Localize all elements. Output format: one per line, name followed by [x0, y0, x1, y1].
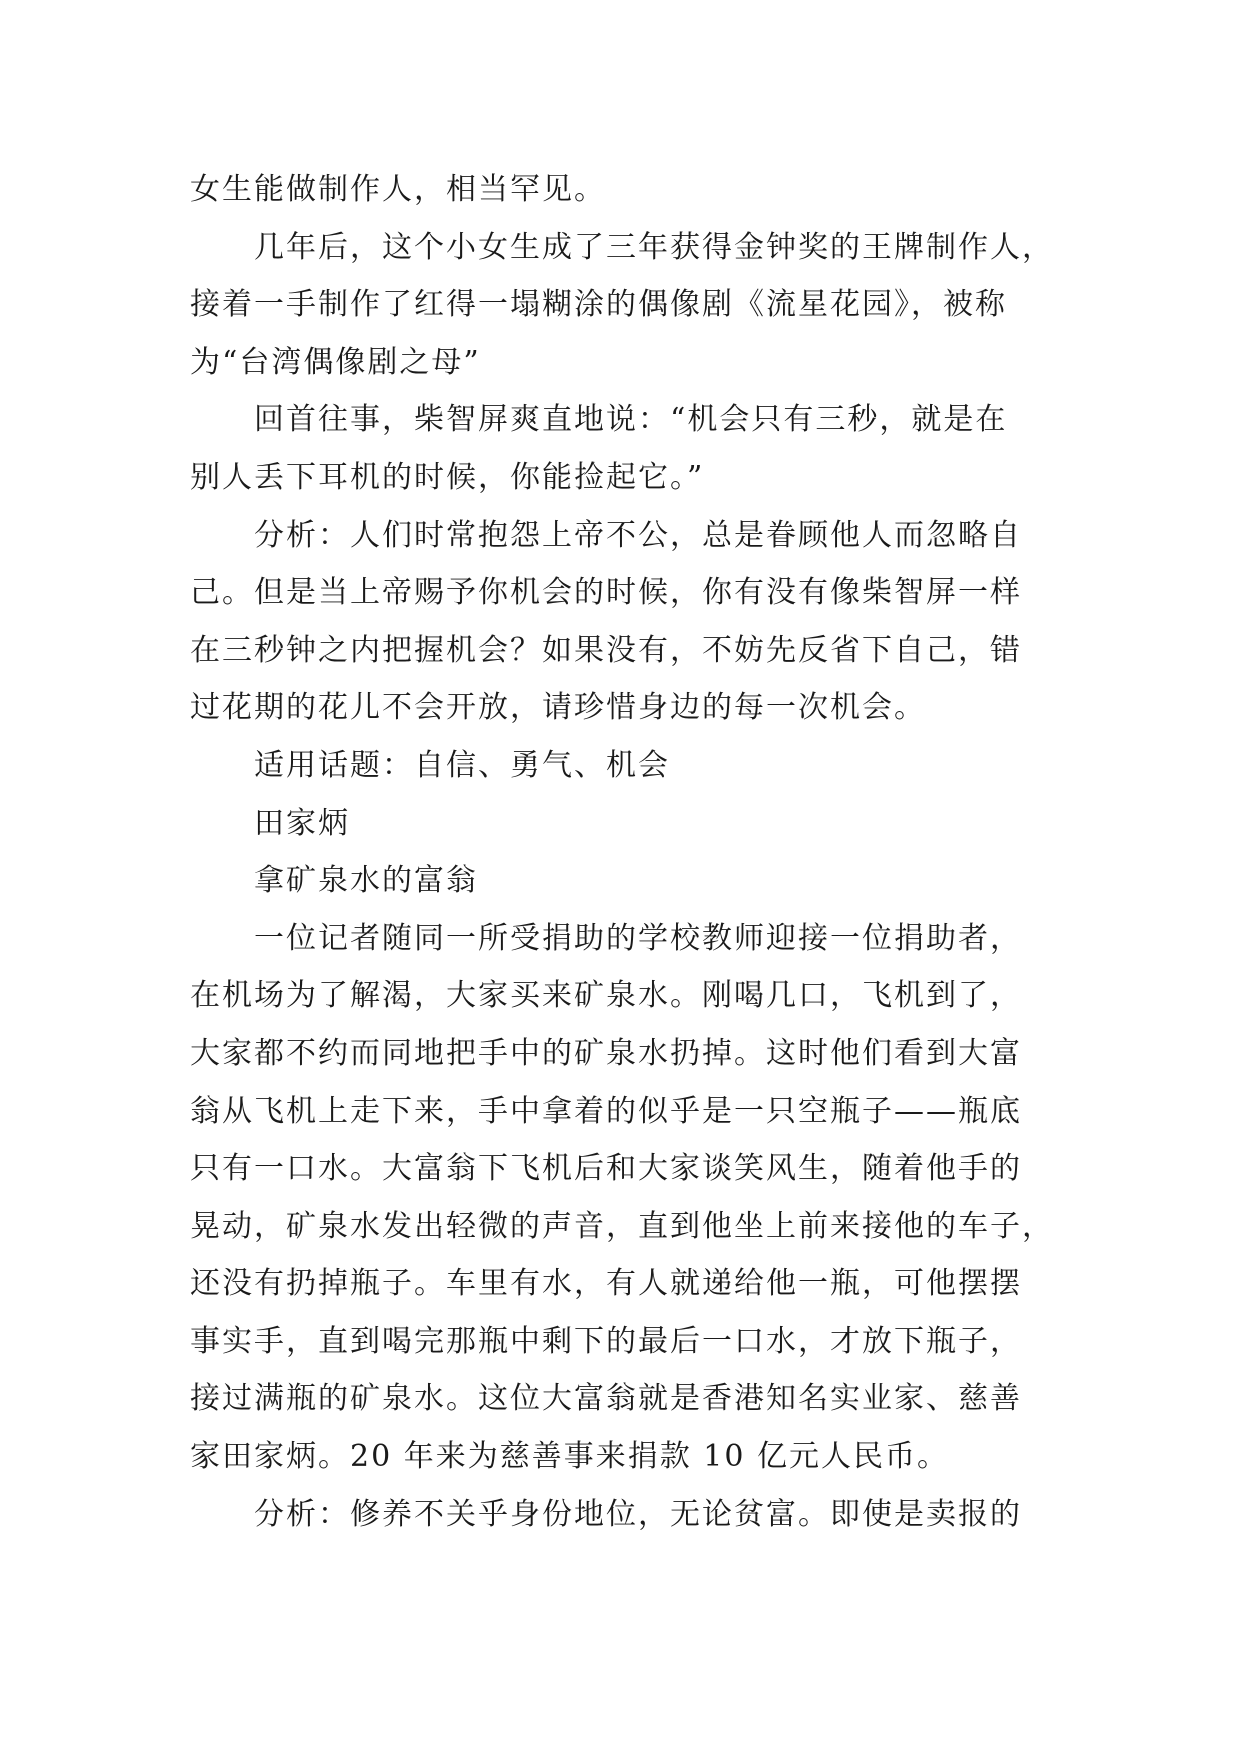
text-line: 晃动，矿泉水发出轻微的声音，直到他坐上前来接他的车子，: [190, 1208, 1054, 1244]
text-line: 接过满瓶的矿泉水。这位大富翁就是香港知名实业家、慈善: [190, 1381, 1022, 1417]
text-line: 在三秒钟之内把握机会？如果没有，不妨先反省下自己，错: [190, 632, 1022, 668]
text-line: 还没有扔掉瓶子。车里有水，有人就递给他一瓶，可他摆摆: [190, 1266, 1022, 1302]
text-line: 适用话题：自信、勇气、机会: [254, 747, 670, 783]
text-line: 几年后，这个小女生成了三年获得金钟奖的王牌制作人，: [254, 229, 1054, 265]
text-line: 田家炳: [254, 805, 350, 841]
text-line: 别人丢下耳机的时候，你能捡起它。”: [190, 459, 705, 495]
text-line: 接着一手制作了红得一塌糊涂的偶像剧《流星花园》，被称: [190, 287, 1007, 323]
text-line: 女生能做制作人，相当罕见。: [190, 172, 606, 207]
text-line: 家田家炳。20 年来为慈善事来捐款 10 亿元人民币。: [190, 1439, 949, 1475]
text-line: 事实手，直到喝完那瓶中剩下的最后一口水，才放下瓶子，: [190, 1323, 1022, 1359]
text-line: 一位记者随同一所受捐助的学校教师迎接一位捐助者，: [254, 920, 1022, 956]
text-line: 分析：人们时常抱怨上帝不公，总是眷顾他人而忽略自: [254, 517, 1022, 553]
text-line: 在机场为了解渴，大家买来矿泉水。刚喝几口，飞机到了，: [190, 978, 1022, 1014]
text-line: 拿矿泉水的富翁: [254, 863, 478, 899]
text-line: 分析：修养不关乎身份地位，无论贫富。即使是卖报的: [254, 1496, 1022, 1532]
text-line: 过花期的花儿不会开放，请珍惜身边的每一次机会。: [190, 690, 926, 726]
body-text: [190, 161, 1090, 1543]
text-line: 己。但是当上帝赐予你机会的时候，你有没有像柴智屏一样: [190, 575, 1022, 611]
text-line: 只有一口水。大富翁下飞机后和大家谈笑风生，随着他手的: [190, 1151, 1022, 1187]
text-line: 为“台湾偶像剧之母”: [190, 344, 481, 380]
text-line: 大家都不约而同地把手中的矿泉水扔掉。这时他们看到大富: [190, 1035, 1022, 1071]
text-line: 回首往事，柴智屏爽直地说：“机会只有三秒，就是在: [254, 402, 1008, 438]
text-line: 翁从飞机上走下来，手中拿着的似乎是一只空瓶子——瓶底: [190, 1093, 1022, 1129]
